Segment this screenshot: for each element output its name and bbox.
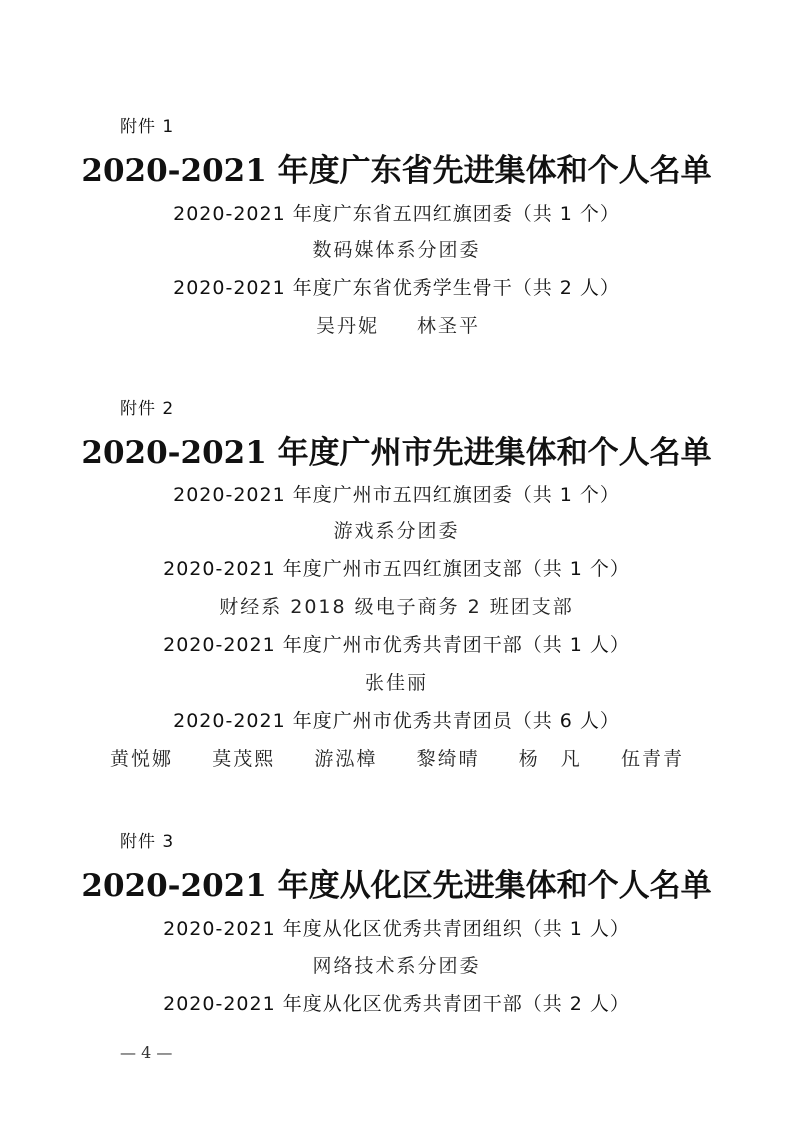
page-number: — 4 — [120, 1043, 173, 1062]
person-name: 黎绮晴 [416, 748, 480, 770]
award-entry: 网络技术系分团委 [312, 955, 481, 977]
award-heading: 2020-2021 年度广东省五四红旗团委（共 1 个） [173, 203, 620, 225]
annex-label: 附件 1 [120, 117, 175, 137]
person-name: 黄悦娜 [110, 748, 174, 770]
name-list [110, 744, 684, 771]
award-heading: 2020-2021 年度广州市五四红旗团委（共 1 个） [173, 484, 620, 506]
annex-label: 附件 3 [120, 832, 175, 852]
section-title: 2020-2021 年度广州市先进集体和个人名单 [81, 435, 712, 471]
person-name: 吴丹妮 [316, 315, 380, 337]
person-name: 杨 凡 [518, 748, 582, 770]
award-heading: 2020-2021 年度广州市优秀共青团干部（共 1 人） [163, 634, 630, 656]
section-title: 2020-2021 年度广东省先进集体和个人名单 [81, 153, 712, 189]
person-name: 林圣平 [416, 315, 480, 337]
award-heading: 2020-2021 年度从化区优秀共青团组织（共 1 人） [163, 918, 630, 940]
award-entry: 数码媒体系分团委 [312, 239, 481, 261]
person-name: 伍青青 [620, 748, 684, 770]
award-heading: 2020-2021 年度广东省优秀学生骨干（共 2 人） [173, 277, 620, 299]
person-name: 莫茂熙 [212, 748, 276, 770]
person-name: 游泓樟 [314, 748, 378, 770]
section-title: 2020-2021 年度从化区先进集体和个人名单 [81, 868, 712, 904]
name-list [316, 311, 480, 338]
award-entry: 张佳丽 [364, 672, 428, 694]
award-heading: 2020-2021 年度广州市优秀共青团员（共 6 人） [173, 710, 620, 732]
award-heading: 2020-2021 年度广州市五四红旗团支部（共 1 个） [163, 558, 630, 580]
award-heading: 2020-2021 年度从化区优秀共青团干部（共 2 人） [163, 993, 630, 1015]
award-entry: 游戏系分团委 [333, 520, 460, 542]
award-entry: 财经系 2018 级电子商务 2 班团支部 [219, 596, 574, 618]
annex-label: 附件 2 [120, 399, 175, 419]
